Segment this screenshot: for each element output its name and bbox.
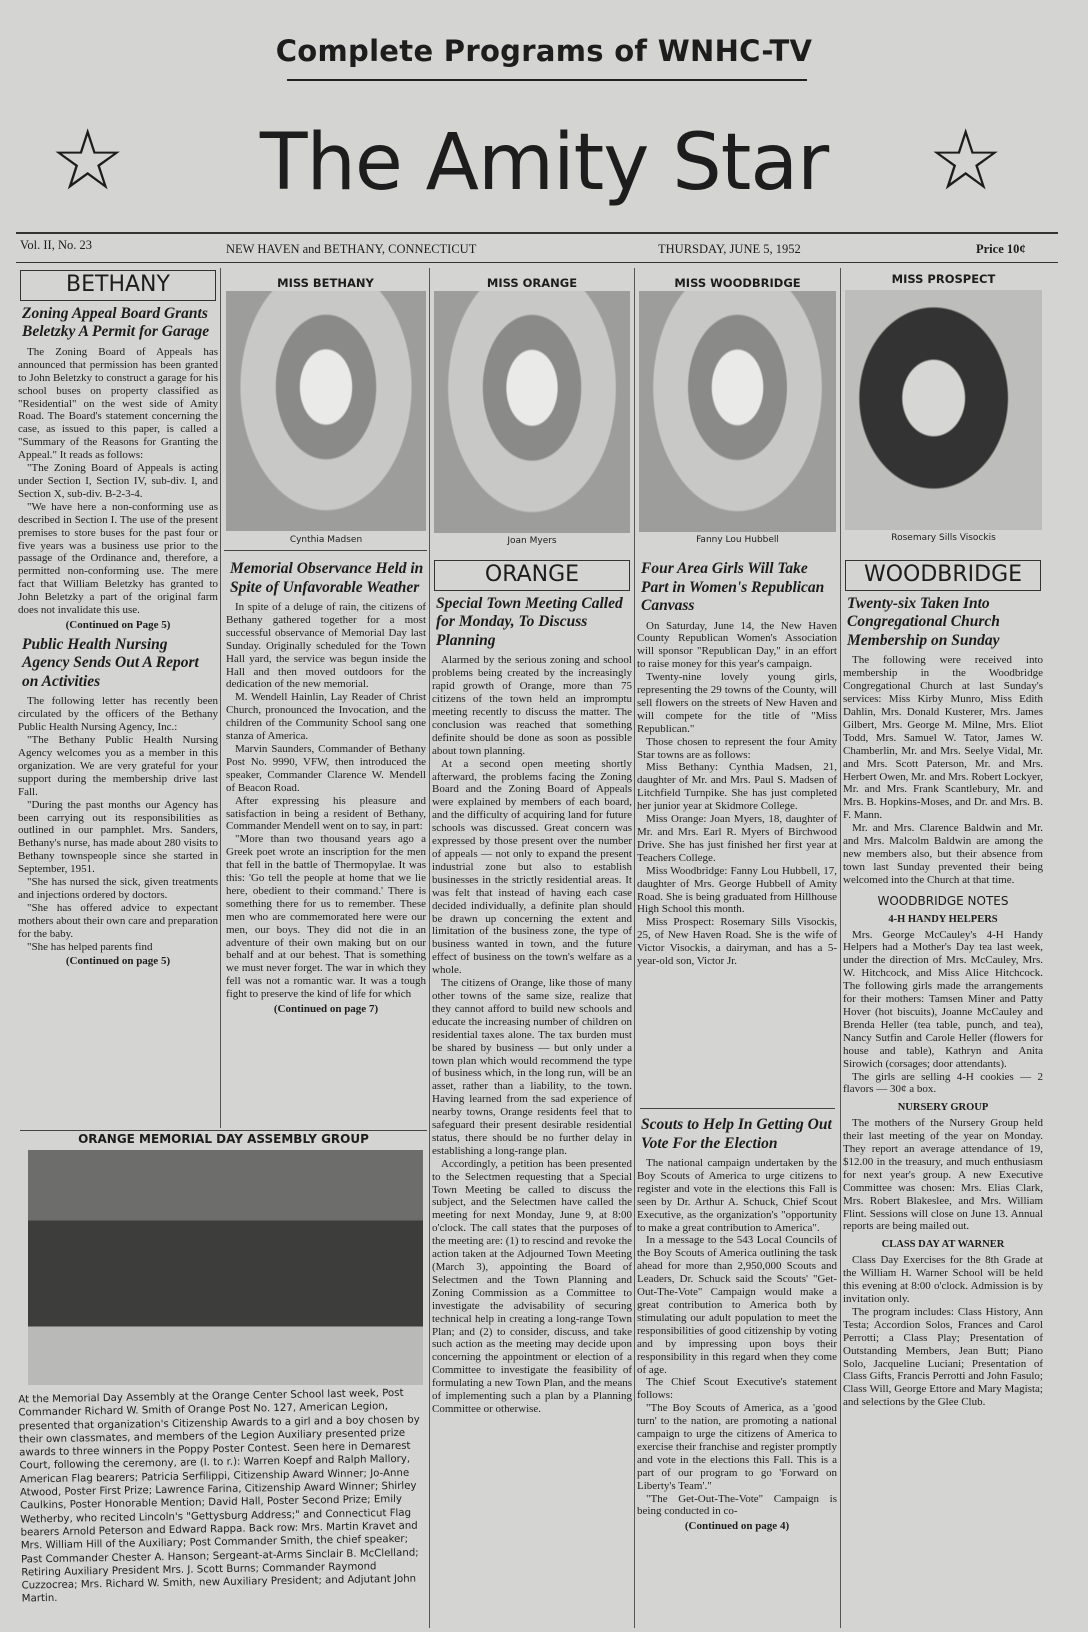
photo-label-miss-woodbridge: MISS WOODBRIDGE: [674, 276, 801, 290]
paragraph: M. Wendell Hainlin, Lay Reader of Christ Church, pronounced the Invocation, and the children of the Community School sang one stanza of America.: [226, 691, 426, 743]
star-icon: ☆: [50, 111, 126, 209]
article-body: [432, 654, 632, 1415]
note-body: [843, 1254, 1043, 1409]
paragraph: Miss Prospect: Rosemary Sills Visockis, 25, of New Haven Road. She is the wife of Victor Visockis, a dairyman, and has a 5-year-old son, Victor Jr.: [637, 916, 837, 968]
dateline-date: THURSDAY, JUNE 5, 1952: [658, 242, 801, 256]
photo-joan-myers: [434, 291, 630, 533]
continued-note: (Continued on Page 5): [65, 618, 171, 631]
star-icon: ☆: [928, 111, 1004, 209]
paragraph: The girls are selling 4-H cookies — 2 flavors — 30¢ a box.: [843, 1070, 1043, 1096]
paragraph: "The Boy Scouts of America, as a 'good turn' to the nation, are promoting a national campaign to urge the citizens of America to exercise their franchise and register promptly and vote in the elections this Fall. This is a part of our program to go 'Forward on Liberty's Team'.": [637, 1402, 837, 1492]
headline-zoning-appeal: Zoning Appeal Board Grants Beletzky A Permit for Garage: [22, 304, 210, 341]
paragraph: The Zoning Board of Appeals has announced that permission has been granted to John Beletzky to construct a garage for his school buses on property classified as "Residential" on the west side of Amity Road. The Board's statement concerning the case, as issued to this paper, is called a "Summary of the Reasons for Granting the Appeal." It reads as follows:: [18, 345, 218, 462]
paragraph: The mothers of the Nursery Group held their last meeting of the year on Monday. They report an average attendance of 19, $12.00 in the treasury, and much enthusiasm for next year's group. A new Executive Committee was chosen: Mrs. Elias Clark, Mrs. Robert Blakeslee, and Mrs. William Flint. Sessions will close on June 13. Annual reports are being mailed out.: [843, 1117, 1043, 1233]
photo-cynthia-madsen: [226, 291, 426, 531]
paragraph: Alarmed by the serious zoning and school problems being created by the increasingly rapid growth of Orange, more than 75 citizens of the town held an impromptu meeting recently to discuss the matter. The conclusion was reached that something definite should be done as soon as possible about town planning.: [432, 654, 632, 757]
photo-caption: Joan Myers: [507, 536, 557, 546]
wnhc-tv-banner: Complete Programs of WNHC-TV: [275, 34, 813, 68]
note-body: [843, 929, 1043, 1097]
headline-congregational-church: Twenty-six Taken Into Congregational Church Membership on Sunday: [847, 594, 1000, 649]
volume-number: Vol. II, No. 23: [20, 238, 92, 252]
dateline-place: NEW HAVEN and BETHANY, CONNECTICUT: [226, 242, 477, 256]
paragraph: Accordingly, a petition has been presented to the Selectmen requesting that a Special Town Meeting be called to discuss the subject, and the Selectmen have called the meeting for next Monday, June 9, at 8:00 o'clock. The call states that the purposes of the meeting are: (1) to rescind and revoke the action taken at the Adjourned Town Meeting (March 3), appointing the Board of Selectmen and the Town Planning and Zoning Commission as a Committee to investigate the advisability of securing technical help in creating a long-range Town Plan; and (2) to consider, discuss, and take such action as the meeting may decide upon concerning the appointment or election of a Committee to investigate the feasibility of formulating a new Town Plan, and the means of implementing such a plan by a Planning Committee or otherwise.: [432, 1157, 632, 1415]
paragraph: Mrs. George McCauley's 4-H Handy Helpers had a Mother's Day tea last week, under the direction of Mrs. McCauley, Mrs. W. Hitchcock, and Miss Alice Hitchcock. The following girls made the arrangements for their mothers: Tamsen Miner and Patty Hover (hot biscuits), Joanne McCauley and Brenda Heller (tea table, punch, and tea), Nancy Sutfin and Carole Heller (flowers for house and table), Kathryn and Anita Sirowich (corsages; door attendants).: [843, 928, 1043, 1070]
article-scouts: [637, 1112, 837, 1626]
note-title: NURSERY GROUP: [897, 1102, 989, 1114]
headline-republican-canvass: Four Area Girls Will Take Part in Women's Republican Canvass: [641, 560, 825, 614]
price: Price 10¢: [976, 242, 1026, 256]
headline-memorial-observance: Memorial Observance Held in Spite of Unfavorable Weather: [230, 560, 424, 596]
column-rule: [220, 268, 221, 1128]
column-orange: [432, 556, 632, 1628]
column-rule: [634, 268, 635, 1628]
section-header-orange: ORANGE: [434, 560, 630, 591]
article-body: [637, 1157, 837, 1518]
paragraph: "The Zoning Board of Appeals is acting under Section I, Section IV, sub-div. I, and Section X, sub-div. B-2-3-4.: [18, 462, 218, 500]
article-body: [637, 620, 837, 968]
photo-caption: Cynthia Madsen: [289, 535, 363, 545]
paragraph: On Saturday, June 14, the New Haven County Republican Women's Association will sponsor "Republican Day," in an effort to raise money for this year's campaign.: [637, 619, 837, 671]
continued-note: (Continued on page 7): [273, 1003, 379, 1016]
note-title: 4-H HANDY HELPERS: [888, 913, 998, 925]
article-body: [843, 654, 1043, 886]
paragraph: After expressing his pleasure and satisfaction in being a resident of Bethany, Commander Mendell went on to say, in part:: [226, 794, 426, 833]
paragraph: The following were received into membership in the Woodbridge Congregational Church at last Sunday's services: Miss Kirby Munro, Miss Edith Dahlin, Mrs. Donald Kusterer, Mrs. James Gilbert, Mrs. George M. Milne, Mrs. Eliot Todd, Mrs. Samuel W. Tator, James W. Chamberlin, Mr. and Mrs. Seelye Vidal, Mr. and Mrs. Scott Paterson, Mr. and Mrs. Herbert Owen, Mr. and Mrs. Robert Lockyer, Mr. and Mrs. Frank Scantlebury, Mr. and Mrs. B. Hopkins-Moses, and Dr. and Mrs. B. F. Mann.: [843, 654, 1043, 822]
column-rule: [429, 268, 430, 1628]
photo-assembly-group: [28, 1150, 423, 1385]
photo-caption: Fanny Lou Hubbell: [696, 535, 779, 545]
article-body: [226, 601, 426, 1001]
paragraph: "She has nursed the sick, given treatments and injections ordered by doctors.: [18, 876, 218, 901]
masthead-title: The Amity Star: [259, 118, 829, 208]
headline-scouts: Scouts to Help In Getting Out Vote For the Election: [641, 1116, 832, 1152]
article-republican-canvass: [637, 556, 837, 1094]
dateline-rule-top: [16, 232, 1058, 234]
photo-label-miss-prospect: MISS PROSPECT: [891, 272, 996, 286]
paragraph: Miss Orange: Joan Myers, 18, daughter of Mr. and Mrs. Earl R. Myers of Birchwood Drive. She has just finished her first year at Teachers College.: [637, 813, 837, 864]
paragraph: "During the past months our Agency has been carrying out its responsibilities as outlined in our pamphlet. Mrs. Sanders, Bethany's nurse, has made about 280 visits to Bethany townspeople since she started in September, 1951.: [18, 798, 218, 876]
photo-caption: Rosemary Sills Visockis: [891, 533, 996, 543]
paragraph: The Chief Scout Executive's statement follows:: [637, 1376, 837, 1402]
column-woodbridge: [843, 556, 1043, 1628]
column-rule: [840, 268, 841, 1628]
paragraph: Class Day Exercises for the 8th Grade at the William H. Warner School will be held this evening at 8:00 o'clock. Admission is by invitation only.: [843, 1254, 1043, 1305]
paragraph: The program includes: Class History, Ann Testa; Accordion Solos, Frances and Carol Perrotti; a Class Play; Presentation of Outstanding Members, Jean Butt; Piano Solo, Jacqueline Luciani; Presentation of Class Gifts, Francis Perrotti and John Fasulo; Class Will, George Ettore and Mary Magista; and selections by the Glee Club.: [843, 1305, 1043, 1409]
paragraph: Miss Woodbridge: Fanny Lou Hubbell, 17, daughter of Mrs. George Hubbell of Amity Road. She is being graduated from Hillhouse High School this month.: [637, 864, 837, 916]
divider: [640, 1108, 835, 1109]
column-bethany: [18, 266, 218, 1128]
photo-label-miss-orange: MISS ORANGE: [486, 276, 578, 290]
continued-note: (Continued on page 5): [65, 955, 171, 968]
headline-special-town-meeting: Special Town Meeting Called for Monday, To Discuss Planning: [436, 594, 623, 649]
article-body: [18, 346, 218, 617]
note-body: [843, 1117, 1043, 1233]
dateline-rule-bottom: [16, 262, 1058, 263]
paragraph: Mr. and Mrs. Clarence Baldwin and Mr. and Mrs. Malcolm Baldwin are among the new members also, but their absence from town last Sunday prevented their being welcomed into the Church at that time.: [843, 822, 1043, 886]
paragraph: At a second open meeting shortly afterward, the problems facing the Zoning Board and the Zoning Board of Appeals were explained by members of each board, and the difficulty of acquiring land for future schools was discussed. Great concern was expressed by those present over the number of appeals — not only to expand the present industrial zone but also to establish businesses in the strictly residential areas. It was felt that instead of having each case decided individually, a definite plan should be drawn up concerning the extent and limitation of the business zone, the type of business wanted in town, and the future effect of business on the town's welfare as a whole.: [432, 757, 632, 977]
divider: [20, 1130, 427, 1131]
photo-fanny-lou-hubbell: [639, 291, 836, 532]
photo-label-miss-bethany: MISS BETHANY: [277, 276, 374, 290]
section-header-woodbridge: WOODBRIDGE: [845, 560, 1041, 591]
paragraph: In a message to the 543 Local Councils of the Boy Scouts of America outlining the task ahead for more than 2,950,000 Scouts and Leaders, Dr. Schuck said the Scouts' "Get-Out-The-Vote" Campaign would make a great contribution to America both by stimulating our adult population to meet the responsibilities of good citizenship by voting and by impressing upon boys their responsibility in this regard when they come of age.: [637, 1234, 837, 1376]
paragraph: Twenty-nine lovely young girls, representing the 29 towns of the County, will sell flowers on the streets of New Haven and will compete for the title of "Miss Republican.": [637, 671, 837, 735]
paragraph: Miss Bethany: Cynthia Madsen, 21, daughter of Mr. and Mrs. Paul S. Madsen of Litchfield Turnpike. She has just completed her junior year at Skidmore College.: [637, 761, 837, 813]
paragraph: Those chosen to represent the four Amity Star towns are as follows:: [637, 735, 837, 761]
paragraph: The citizens of Orange, like those of many other towns of the same size, realize that they cannot afford to build new schools and educate the increasing number of children on residential taxes alone. The tax burden must be shared by business — but only under a town plan which would recommend the type of business which, in the long run, will be an asset, rather than a liability, to the town. Having learned from the sad experience of nearby towns, Orange residents feel that to safeguard their present desirable residential status, there should be no further delay in establishing a long-range plan.: [432, 977, 632, 1157]
photo-rosemary-sills-visockis: [845, 290, 1042, 530]
divider: [224, 550, 427, 551]
paragraph: The following letter has recently been circulated by the officers of the Bethany Public Health Nursing Agency, Inc.:: [18, 695, 218, 734]
paragraph: "More than two thousand years ago a Greek poet wrote an inscription for the men that fell in the battle of Thermopylae. It was this: 'Go tell the people at home that we lie here, obedient to their command.' There is something there for us to remember. These men who are commemorated here were our men, our boys. They did not die in an adventure of their own making but on our behalf and at our behest. That is something we must never forget. The war in which they fell was not a romantic war. It was a tough fight to preserve the kind of life for which: [226, 833, 426, 1001]
article-memorial-observance: [226, 556, 426, 1128]
paragraph: "She has offered advice to expectant mothers about their own care and preparation for the baby.: [18, 901, 218, 940]
assembly-photo-caption: At the Memorial Day Assembly at the Orange Center School last week, Post Commander Richard W. Smith of Orange Post No. 127, American Legion, presented that organization's Citizenship Awards to a girl and a boy chosen by their own classmates, and members of the Legion Auxiliary presented prize awards to three winners in the Poppy Poster Contest. Seen here in Demarest Court, following the ceremony, are (l. to r.): Warren Koepf and Ralph Mallory, American Flag bearers; Patricia Serfilippi, Citizenship Award Winner; Jo-Anne Atwood, Poster First Prize; Lawrence Farina, Citizenship Award Winner; Shirley Caulkins, Poster Honorable Mention; David Hall, Poster Second Prize; Emily Wetherby, who recited Lincoln's "Gettysburg Address;" and Connecticut Flag bearers Arnold Peterson and Edward Rappa. Back row: Mrs. Martin Kravet and Mrs. William Hill of the Auxiliary; Post Commander Smith, the chief speaker; Past Commander Chester A. Hanson; Sergeant-at-Arms Sinclair B. McClelland; Retiring Auxiliary President Mrs. J. Scott Burns; Commander Raymond Cuzzocrea; Mrs. Richard W. Smith, new Auxiliary President; and Adjutant John Martin.: [18, 1387, 420, 1605]
paragraph: In spite of a deluge of rain, the citizens of Bethany gathered together for a most successful observance of Memorial Day last Sunday. Originally scheduled for the Town Hall yard, the service was begun inside the Hall and then moved outdoors for the dedication of the new memorial.: [226, 601, 426, 691]
paragraph: Marvin Saunders, Commander of Bethany Post No. 9990, VFW, then introduced the speaker, Commander Clarence W. Mendell of Beacon Road.: [226, 742, 426, 794]
woodbridge-notes-title: WOODBRIDGE NOTES: [877, 893, 1009, 908]
paragraph: "We have here a non-conforming use as described in Section I. The use of the present premises to store buses for the past four or five years was a business use prior to the passage of the Ordinance and, therefore, a permitted non-conforming use. The mere fact that William Beletzky has granted to John Beletzky a part of the original farm does not invalidate this use.: [18, 500, 218, 617]
note-title: CLASS DAY AT WARNER: [881, 1239, 1005, 1251]
paragraph: The national campaign undertaken by the Boy Scouts of America to urge citizens to register and vote in the elections this Fall is seen by Dr. Arthur A. Schuck, Chief Scout Executive, as the organization's "opportunity to make a great contribution to America".: [637, 1157, 837, 1234]
continued-note: (Continued on page 4): [684, 1520, 790, 1533]
paragraph: "She has helped parents find: [27, 940, 153, 953]
banner-rule: [287, 79, 807, 81]
article-body: [18, 695, 218, 953]
headline-nursing-agency: Public Health Nursing Agency Sends Out A Report on Activities: [22, 635, 199, 690]
assembly-photo-title: ORANGE MEMORIAL DAY ASSEMBLY GROUP: [78, 1132, 369, 1146]
paragraph: "The Get-Out-The-Vote" Campaign is being conducted in co-: [637, 1492, 837, 1518]
paragraph: "The Bethany Public Health Nursing Agency welcomes you as a member in this organization. We are very grateful for your support during the membership drive last Fall.: [18, 734, 218, 798]
section-header-bethany: BETHANY: [20, 270, 216, 301]
